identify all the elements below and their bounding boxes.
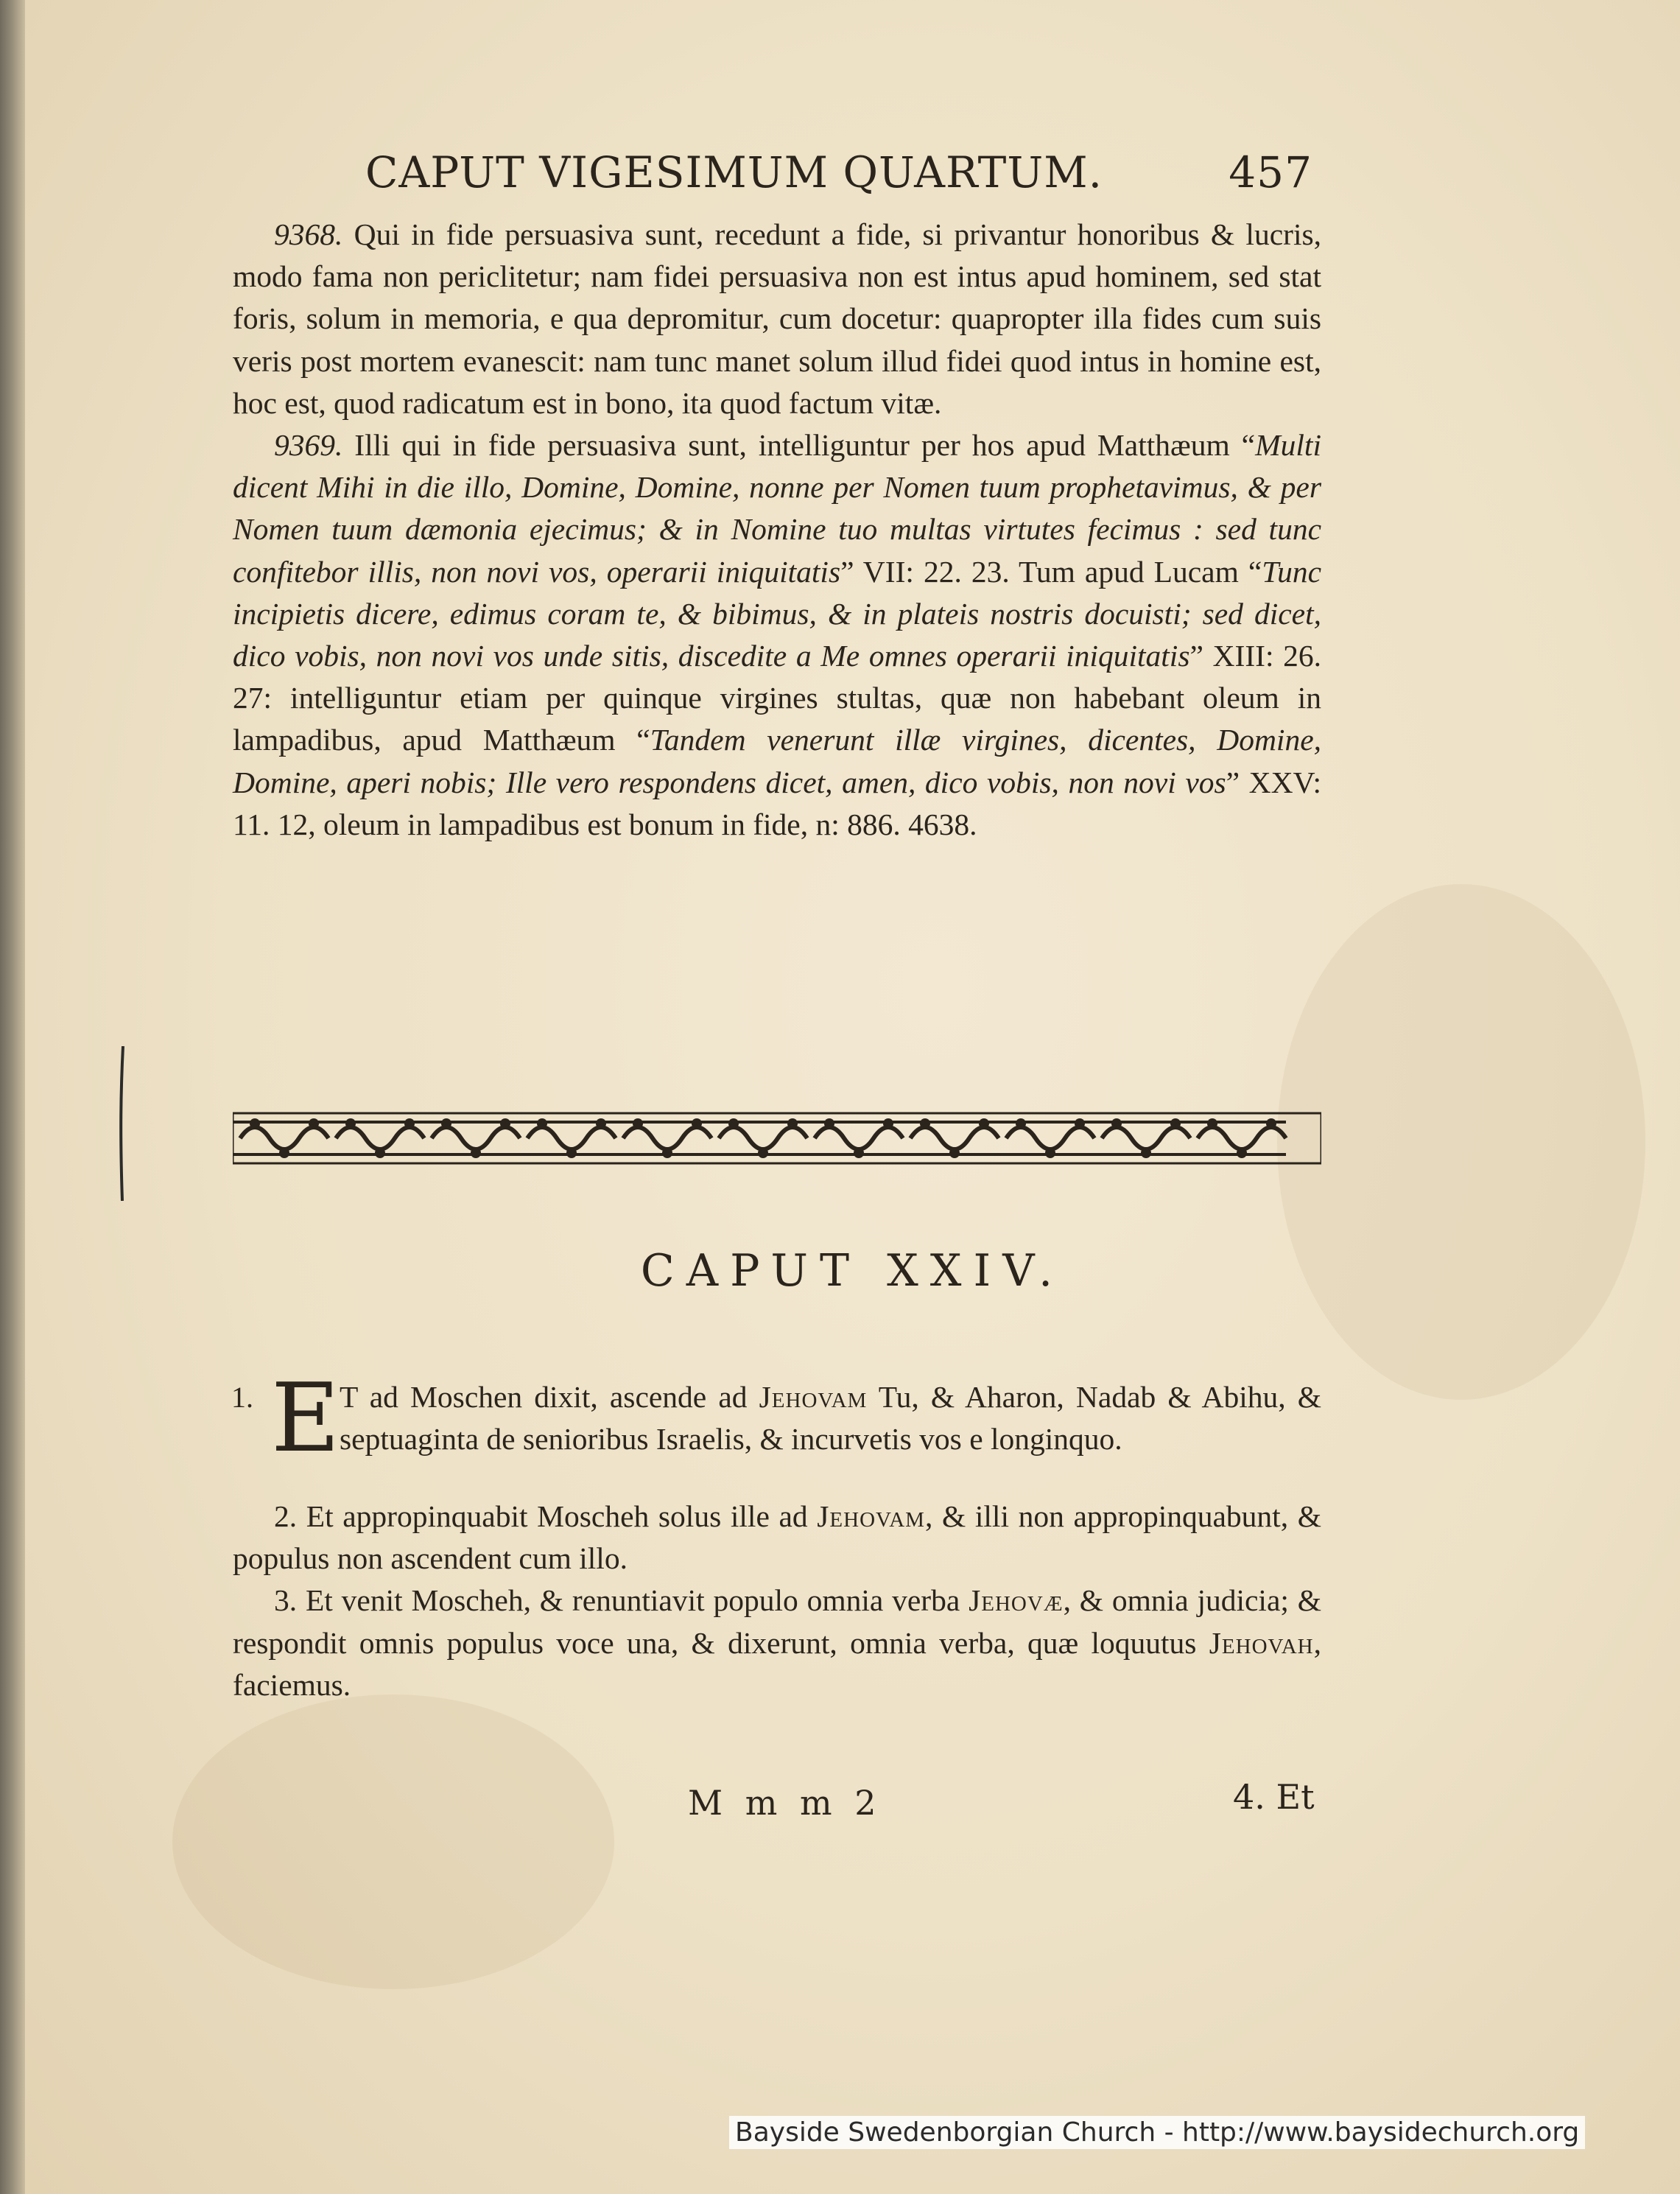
paragraph-text: Illi qui in fide persuasiva sunt, intelliguntur per hos apud Matthæum “	[354, 428, 1256, 463]
page-number: 457	[1229, 147, 1312, 197]
verse-text	[233, 1376, 1321, 1460]
drop-cap: E	[271, 1364, 340, 1473]
paragraph-number: 9368.	[274, 217, 343, 251]
divine-name: Jehovam	[759, 1380, 868, 1414]
verse-3	[233, 1580, 1321, 1706]
verse-text-part: T ad Moschen dixit, ascende ad	[340, 1380, 759, 1414]
credit-watermark: Bayside Swedenborgian Church - http://www.baysidechurch.org	[729, 2116, 1585, 2149]
header-title: CAPUT VIGESIMUM QUARTUM.	[365, 147, 1103, 197]
divine-name: Jehovah	[1209, 1625, 1314, 1660]
signature-mark: M m m 2	[688, 1783, 882, 1823]
verse-number: 1.	[231, 1381, 253, 1414]
book-binding-edge	[0, 0, 25, 2194]
verses-2-3	[233, 1496, 1321, 1706]
verse-number: 3.	[274, 1583, 298, 1618]
running-header	[365, 147, 1323, 206]
chapter-heading: CAPUT XXIV.	[640, 1245, 1065, 1297]
verse-1	[231, 1364, 1322, 1473]
divine-name: Jehovam	[817, 1499, 925, 1533]
commentary-block	[233, 214, 1321, 846]
divine-name: Jehovæ	[969, 1583, 1064, 1618]
scripture-quote: Tandem venerunt illæ virgines, dicentes, Domine, Domine, aperi nobis; Ille vero respondens dicet, amen, dico vobis, non novi vos	[233, 723, 1321, 799]
verse-text-part: , & omnia judicia; & respondit omnis populus voce una, & dixerunt, omnia verba, quæ loquutus	[233, 1583, 1322, 1660]
book-page	[25, 0, 1680, 2194]
pencil-mark	[119, 1046, 125, 1201]
verse-text-part: , faciemus.	[233, 1625, 1321, 1702]
catchword: 4. Et	[1233, 1777, 1315, 1817]
scripture-reference: ” XXV: 11. 12, oleum in lampadibus est bonum in fide, n: 886. 4638.	[233, 765, 1321, 841]
verse-2	[233, 1496, 1321, 1580]
paragraph-9369	[233, 424, 1321, 846]
ornamental-border	[233, 1109, 1321, 1168]
scripture-reference: ” VII: 22. 23. Tum apud Lucam “	[840, 554, 1262, 589]
verse-text-part: , & illi non appropinquabunt, & populus non ascendent cum illo.	[233, 1499, 1321, 1576]
scripture-quote: Multi dicent Mihi in die illo, Domine, Domine, nonne per Nomen tuum prophetavimus, & per Nomen tuum dæmonia ejecimus; & in Nomine tuo multas virtutes fecimus : sed tunc confitebor illis, non novi vos, operarii iniquitatis	[233, 428, 1321, 589]
verse-text-part: Et venit Moscheh, & renuntiavit populo omnia verba	[305, 1583, 969, 1618]
scripture-reference: ” XIII: 26. 27: intelliguntur etiam per quinque virgines stultas, quæ non habebant oleum in lampadibus, apud Matthæum “	[233, 639, 1321, 757]
verse-text-part: Et appropinquabit Moscheh solus ille ad	[306, 1499, 818, 1533]
scripture-quote: Tunc incipietis dicere, edimus coram te, & bibimus, & in plateis nostris docuisti; sed dicet, dico vobis, non novi vos unde sitis, discedite a Me omnes operarii iniquitatis	[233, 554, 1322, 673]
paragraph-text: Qui in fide persuasiva sunt, recedunt a fide, si privantur honoribus & lucris, modo fama non periclitetur; nam fidei persuasiva non est intus apud hominem, sed stat foris, solum in memoria, e qua depromitur, cum docetur: quapropter illa fides cum suis veris post mortem evanescit: nam tunc manet solum illud fidei quod intus in homine est, hoc est, quod radicatum est in bono, ita quod factum vitæ.	[233, 217, 1321, 420]
paragraph-9368	[233, 214, 1321, 424]
verse-number: 2.	[274, 1499, 298, 1533]
verse-text-part: Tu, & Aharon, Nadab & Abihu, & septuaginta de senioribus Israelis, & incurvetis vos e longinquo.	[340, 1380, 1322, 1457]
paragraph-number: 9369.	[274, 428, 343, 463]
